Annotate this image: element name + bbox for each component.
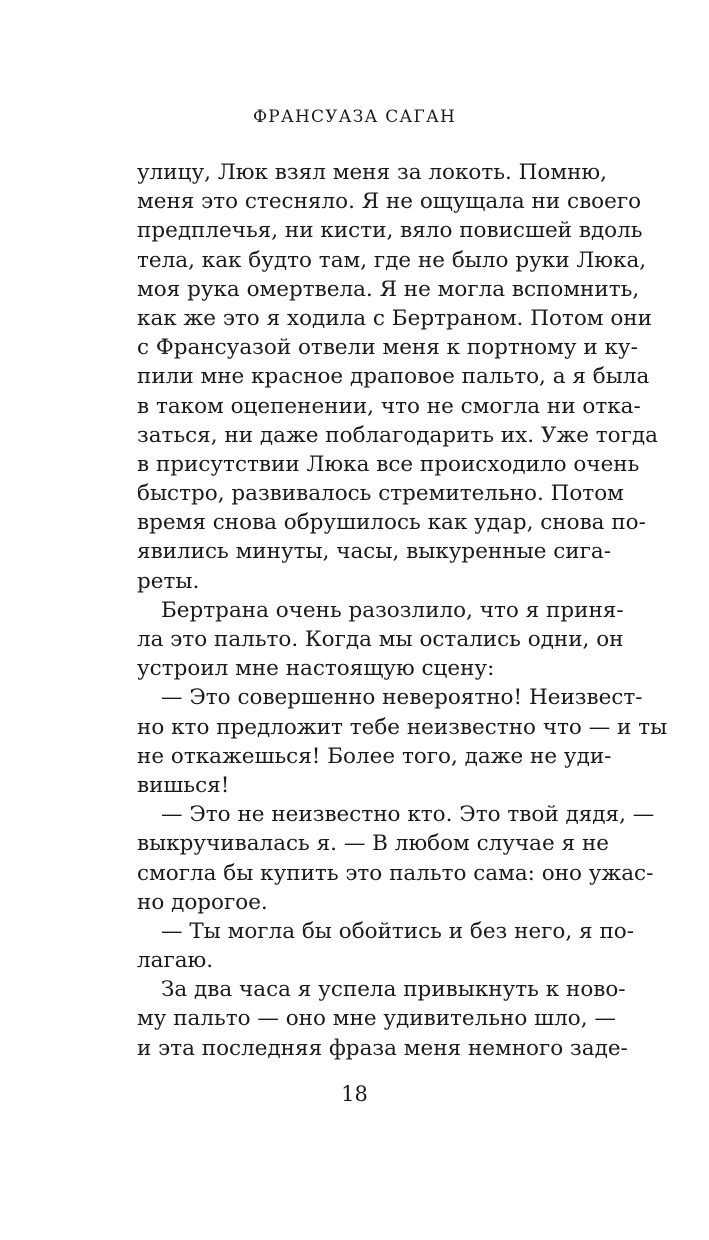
page-number: 18: [341, 1082, 368, 1106]
body-text: [137, 158, 668, 1063]
text-line: моя рука омертвела. Я не могла вспомнить,: [137, 276, 640, 302]
text-line: но кто предложит тебе неизвестно что — и ты: [137, 714, 668, 740]
text-line: быстро, развивалось стремительно. Потом: [137, 481, 624, 507]
text-line: заться, ни даже поблагодарить их. Уже тогда: [137, 422, 658, 448]
text-line: в таком оцепенении, что не смогла ни отка-: [137, 393, 641, 419]
text-line: — Это не неизвестно кто. Это твой дядя, —: [161, 802, 655, 828]
text-line: выкручивалась я. — В любом случае я не: [137, 831, 610, 857]
text-line: явились минуты, часы, выкуренные сига-: [137, 539, 611, 565]
text-line: реты.: [137, 568, 200, 594]
text-line: пили мне красное драповое пальто, а я была: [137, 364, 650, 390]
text-line: и эта последняя фраза меня немного заде-: [137, 1035, 628, 1061]
text-line: но дорогое.: [137, 889, 268, 915]
text-line: предплечья, ни кисти, вяло повисшей вдоль: [137, 218, 643, 244]
text-line: в присутствии Люка все происходило очень: [137, 451, 640, 477]
text-line: с Франсуазой отвели меня к портному и ку-: [137, 335, 638, 361]
text-line: меня это стесняло. Я не ощущала ни своего: [137, 189, 642, 215]
text-line: смогла бы купить это пальто сама: оно ужас-: [137, 860, 654, 886]
text-line: улицу, Люк взял меня за локоть. Помню,: [137, 160, 607, 185]
text-line: ла это пальто. Когда мы остались одни, он: [137, 627, 624, 652]
text-line: как же это я ходила с Бертраном. Потом они: [137, 305, 652, 331]
text-line: За два часа я успела привыкнуть к ново-: [161, 977, 626, 1003]
text-line: Бертрана очень разозлило, что я приня-: [161, 597, 624, 623]
text-line: — Это совершенно невероятно! Неизвест-: [161, 685, 643, 711]
text-line: тела, как будто там, где не было руки Люка,: [137, 247, 647, 273]
text-line: устроил мне настоящую сцену:: [137, 656, 495, 682]
text-line: му пальто — оно мне удивительно шло, —: [137, 1006, 616, 1032]
running-title: ФРАНСУАЗА САГАН: [252, 107, 457, 127]
text-line: лагаю.: [137, 948, 214, 974]
text-line: время снова обрушилось как удар, снова по-: [137, 510, 646, 536]
text-line: — Ты могла бы обойтись и без него, я по-: [161, 918, 634, 944]
text-line: не откажешься! Более того, даже не уди-: [137, 743, 612, 769]
text-line: вишься!: [137, 772, 230, 798]
